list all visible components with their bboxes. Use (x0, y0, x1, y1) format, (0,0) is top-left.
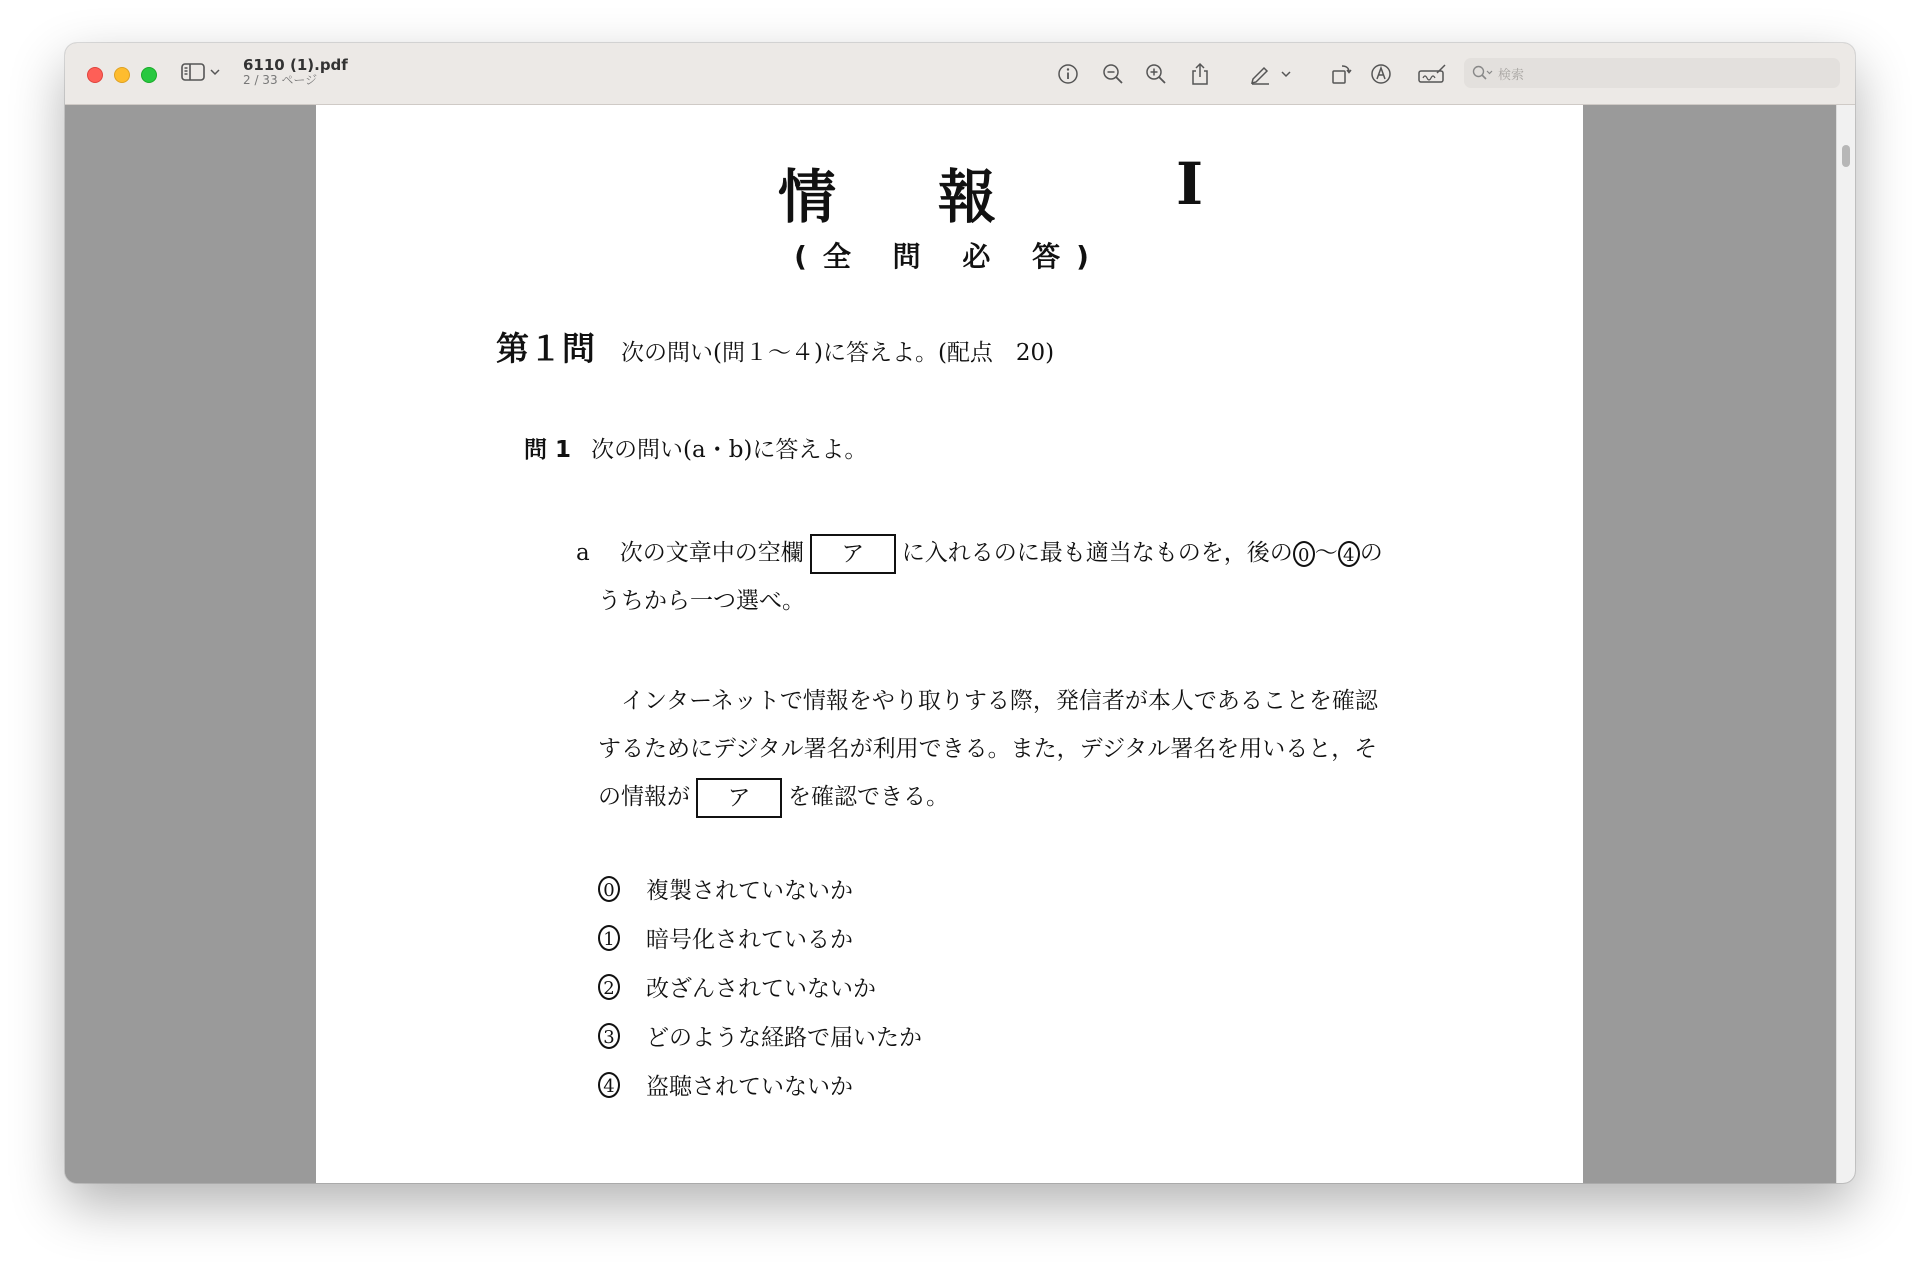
title-char: 報 (938, 163, 997, 231)
option-text: 改ざんされていないか (646, 976, 876, 1002)
question-heading (496, 323, 1054, 370)
signature-button[interactable] (1415, 60, 1449, 88)
share-icon (1189, 62, 1211, 86)
sidebar-toggle-button[interactable] (181, 63, 220, 81)
zoom-in-icon (1145, 63, 1167, 85)
question-instruction: 次の問い(問１〜４)に答えよ。(配点 20) (621, 340, 1055, 366)
option-text: 盗聴されていないか (646, 1074, 853, 1100)
pdf-page (316, 105, 1583, 1183)
part-a-instruction (576, 529, 1383, 577)
circled-number: 4 (1338, 541, 1360, 567)
circled-number: 0 (1293, 541, 1315, 567)
markup-pen-button[interactable] (1246, 60, 1274, 88)
close-button[interactable] (87, 67, 103, 83)
title-char: 情 (778, 163, 837, 231)
circled-number: 1 (598, 925, 620, 951)
search-icon (1472, 65, 1494, 81)
body-line (598, 773, 949, 821)
zoom-in-button[interactable] (1142, 60, 1170, 88)
answer-option (598, 864, 922, 913)
vertical-scrollbar[interactable] (1836, 105, 1855, 1183)
chevron-down-icon (210, 68, 220, 76)
page-indicator: 2 / 33 ページ (243, 73, 318, 88)
answer-blank: ア (810, 534, 896, 574)
chevron-down-icon (1281, 70, 1291, 78)
sidebar-icon (181, 63, 205, 81)
titlebar (65, 43, 1855, 105)
markup-icon (1370, 63, 1392, 85)
title-char: I (1176, 150, 1204, 218)
circled-number: 0 (598, 876, 620, 902)
minimize-button[interactable] (114, 67, 130, 83)
option-text: 暗号化されているか (646, 927, 853, 953)
zoom-button[interactable] (141, 67, 157, 83)
part-a-instruction-cont: うちから一つ選べ。 (598, 588, 805, 614)
search-placeholder: 検索 (1498, 67, 1525, 83)
part-a-label: a (576, 540, 590, 566)
instruction-text: の (1359, 540, 1383, 566)
circled-number: 4 (598, 1072, 620, 1098)
markup-menu-button[interactable] (1278, 60, 1294, 88)
info-icon (1057, 63, 1079, 85)
circled-number: 3 (598, 1023, 620, 1049)
body-line: するためにデジタル署名が利用できる。また，デジタル署名を用いると，そ (598, 736, 1378, 762)
document-viewport[interactable] (65, 105, 1855, 1183)
option-text: どのような経路で届いたか (646, 1025, 922, 1051)
answer-option (598, 913, 922, 962)
window-controls (87, 67, 157, 83)
markup-button[interactable] (1367, 60, 1395, 88)
option-text: 複製されていないか (646, 878, 853, 904)
signature-icon (1417, 63, 1447, 85)
body-line: インターネットで情報をやり取りする際，発信者が本人であることを確認 (598, 688, 1378, 714)
page-subtitle: (全 問 必 答) (794, 240, 1105, 273)
markup-pen-icon (1249, 63, 1271, 85)
zoom-out-icon (1102, 63, 1124, 85)
scrollbar-thumb[interactable] (1842, 145, 1850, 167)
answer-options (598, 864, 922, 1109)
answer-option (598, 962, 922, 1011)
circled-number: 2 (598, 974, 620, 1000)
body-text: の情報が (598, 784, 690, 810)
sub-question-label: 問 1 (524, 437, 572, 463)
rotate-icon (1330, 63, 1352, 85)
share-button[interactable] (1186, 60, 1214, 88)
answer-option (598, 1060, 922, 1109)
document-name: 6110 (1).pdf (243, 56, 348, 74)
document-title (243, 57, 348, 88)
sub-question-1 (524, 431, 867, 464)
question-number: 第１問 (496, 329, 595, 368)
rotate-button[interactable] (1327, 60, 1355, 88)
instruction-text: 次の文章中の空欄 (619, 540, 804, 566)
range-separator: 〜 (1314, 540, 1338, 566)
zoom-out-button[interactable] (1099, 60, 1127, 88)
info-button[interactable] (1054, 60, 1082, 88)
body-text: を確認できる。 (788, 784, 949, 810)
sub-question-text: 次の問い(a・b)に答えよ。 (591, 437, 868, 463)
search-field[interactable] (1464, 58, 1840, 88)
preview-window (65, 43, 1855, 1183)
answer-option (598, 1011, 922, 1060)
answer-blank: ア (696, 778, 782, 818)
instruction-text: に入れるのに最も適当なものを，後の (901, 540, 1293, 566)
